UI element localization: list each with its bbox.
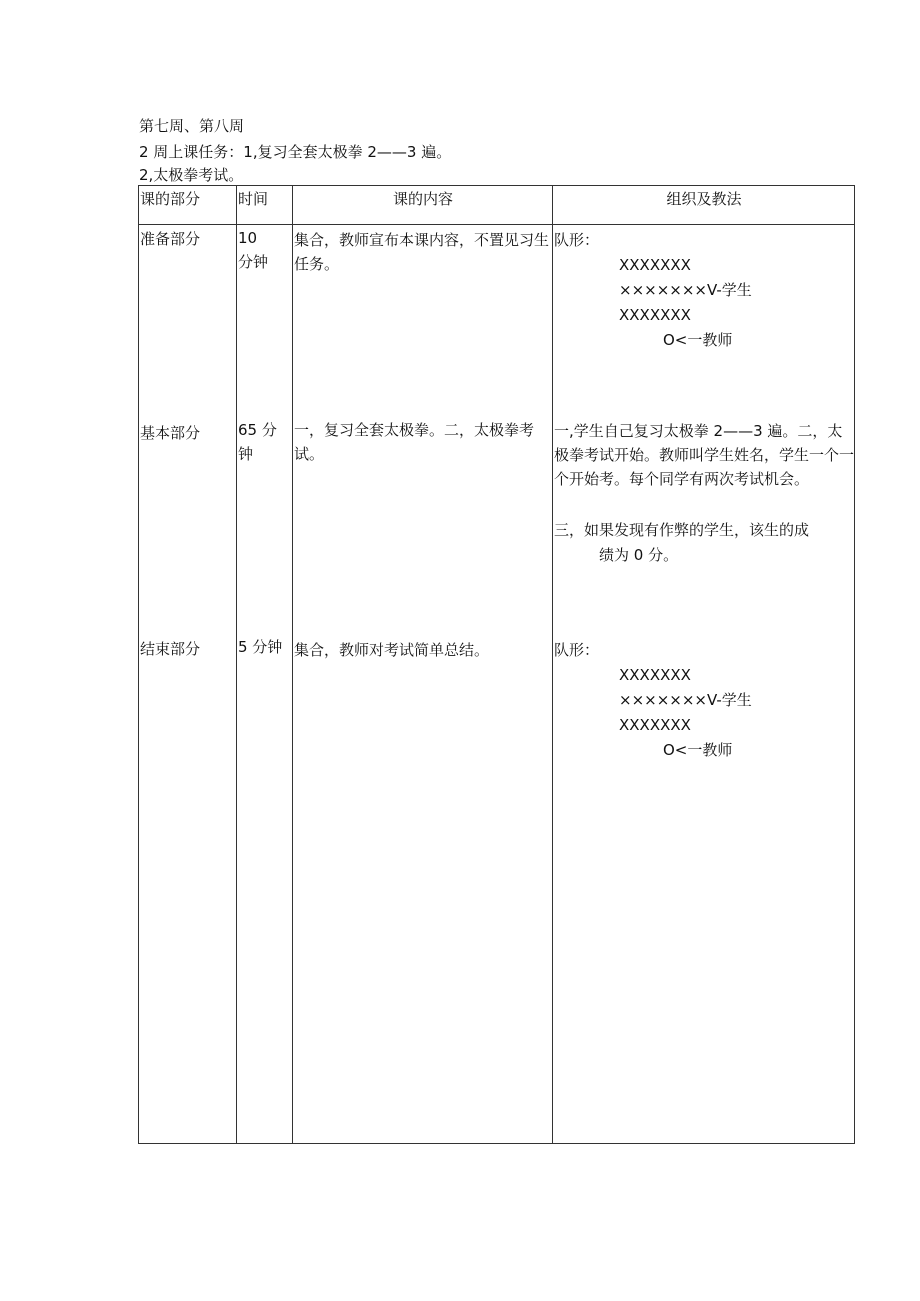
header-part: 课的部分	[139, 186, 237, 225]
table-header-row	[139, 186, 855, 225]
method-basic-rule-2: 绩为 0 分。	[599, 546, 679, 564]
part-end: 结束部分	[140, 640, 201, 658]
time-basic-1: 65 分	[238, 421, 277, 439]
end-formation-teacher: O<一教师	[663, 741, 733, 759]
formation-label: 队形：	[554, 231, 600, 249]
content-basic: 一，复习全套太极拳。二，太极拳考试。	[294, 421, 535, 463]
header-content: 课的内容	[293, 186, 553, 225]
end-formation-row-3: XXXXXXX	[619, 716, 691, 734]
task-line-2: 2,太极拳考试。	[139, 166, 244, 184]
end-formation-row-1: XXXXXXX	[619, 666, 691, 684]
formation-teacher: O<一教师	[663, 331, 733, 349]
week-heading: 第七周、第八周	[139, 117, 245, 135]
time-prepare-1: 10	[238, 229, 258, 247]
time-end: 5 分钟	[238, 638, 283, 656]
time-cell	[237, 225, 293, 1144]
header-time: 时间	[237, 186, 293, 225]
time-basic-2: 钟	[238, 445, 254, 463]
formation-row-3: XXXXXXX	[619, 306, 691, 324]
method-basic-para: 一,学生自己复习太极拳 2——3 遍。二，太极拳考试开始。教师叫学生姓名，学生一个一个开始考。每个同学有两次考试机会。	[554, 422, 855, 488]
header-method: 组织及教法	[553, 186, 855, 225]
formation-students: ×××××××V-学生	[619, 281, 752, 299]
table-body-row	[139, 225, 855, 1144]
time-prepare-2: 分钟	[238, 253, 269, 271]
lesson-plan-table	[138, 185, 855, 1144]
task-line-1: 2 周上课任务：1,复习全套太极拳 2——3 遍。	[139, 143, 452, 161]
content-cell	[293, 225, 553, 1144]
content-prepare: 集合，教师宣布本课内容，不置见习生任务。	[294, 231, 550, 273]
method-basic-rule-1: 三，如果发现有作弊的学生，该生的成	[554, 521, 810, 539]
end-formation-label: 队形：	[554, 641, 600, 659]
part-basic: 基本部分	[140, 424, 201, 442]
part-cell	[139, 225, 237, 1144]
end-formation-students: ×××××××V-学生	[619, 691, 752, 709]
method-cell	[553, 225, 855, 1144]
content-end: 集合，教师对考试简单总结。	[294, 641, 490, 659]
formation-row-1: XXXXXXX	[619, 256, 691, 274]
part-prepare: 准备部分	[140, 230, 201, 248]
